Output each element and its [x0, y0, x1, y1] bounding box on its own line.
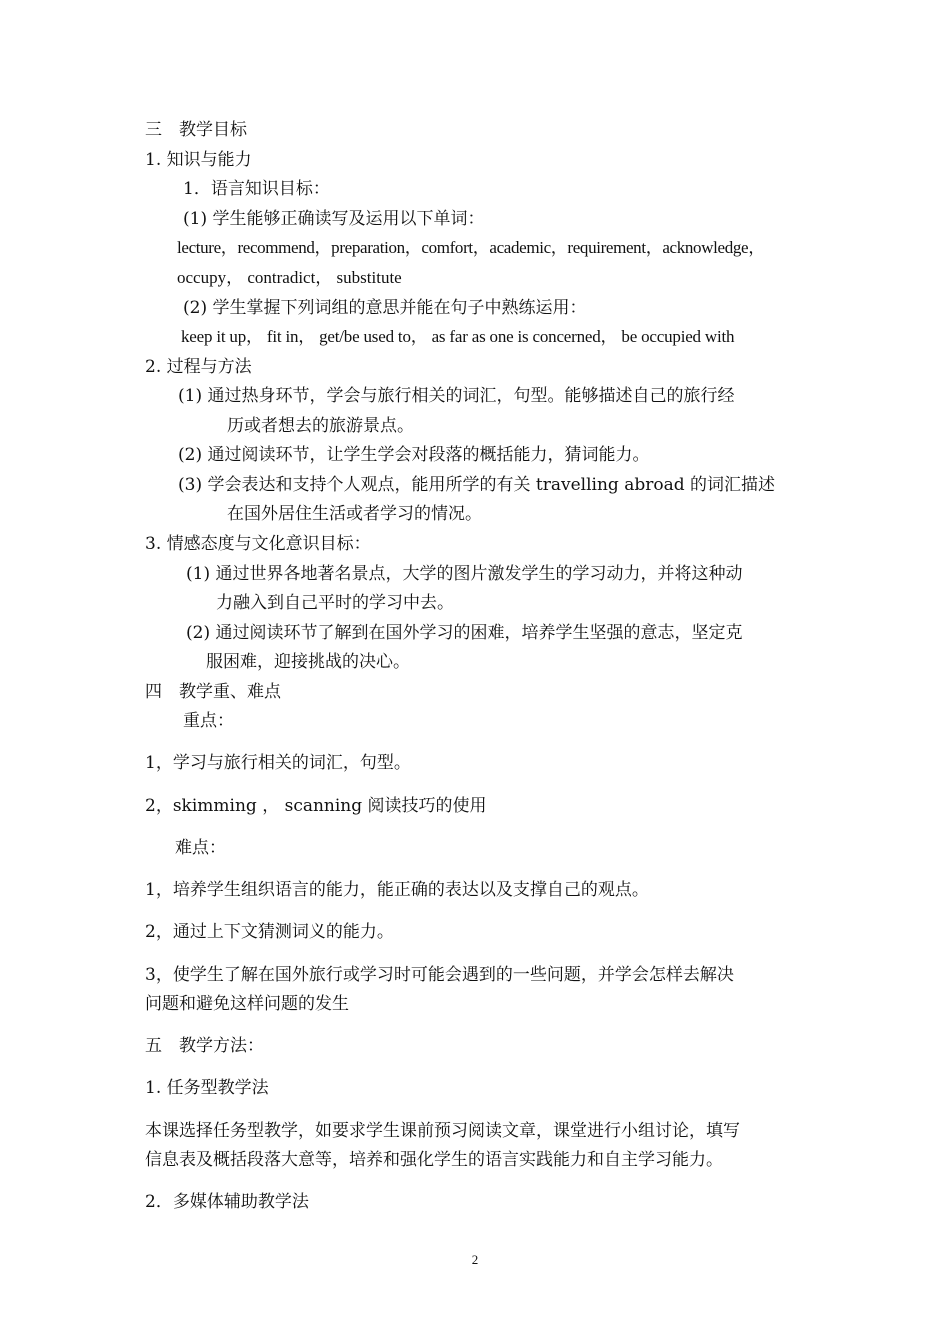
- vocab-words-line-2: occupy， contradict， substitute: [177, 268, 402, 287]
- emotion-item-1-cont: 力融入到自己平时的学习中去。: [216, 593, 454, 613]
- key-point-2: 2，skimming ， scanning 阅读技巧的使用: [145, 796, 487, 816]
- difficult-point-2: 2，通过上下文猜测词义的能力。: [145, 922, 394, 942]
- process-item-3: (3) 学会表达和支持个人观点，能用所学的有关 travelling abroad 的词汇描述: [178, 475, 775, 495]
- method-1-title: 1. 任务型教学法: [145, 1078, 269, 1098]
- method-1-desc: 本课选择任务型教学，如要求学生课前预习阅读文章，课堂进行小组讨论，填写: [145, 1121, 740, 1141]
- subsection-emotion-culture: 3. 情感态度与文化意识目标：: [145, 534, 371, 554]
- difficult-point-3-cont: 问题和避免这样问题的发生: [145, 994, 349, 1014]
- difficult-point-3: 3，使学生了解在国外旅行或学习时可能会遇到的一些问题，并学会怎样去解决: [145, 965, 734, 985]
- emotion-item-2: (2) 通过阅读环节了解到在国外学习的困难，培养学生坚强的意志，坚定克: [186, 623, 743, 643]
- phrase-list: keep it up， fit in， get/be used to， as far as one is concerned， be occupied with: [181, 327, 735, 346]
- process-item-1-cont: 历或者想去的旅游景点。: [227, 416, 414, 436]
- vocab-words-line-1: lecture，recommend，preparation，comfort，academic，requirement，acknowledge，: [177, 238, 765, 257]
- section-heading-methods: 五 教学方法：: [145, 1036, 264, 1056]
- method-1-desc-cont: 信息表及概括段落大意等，培养和强化学生的语言实践能力和自主学习能力。: [145, 1150, 723, 1170]
- difficult-point-1: 1，培养学生组织语言的能力，能正确的表达以及支撑自己的观点。: [145, 880, 649, 900]
- vocab-item-intro: (1) 学生能够正确读写及运用以下单词：: [183, 209, 485, 229]
- subsection-knowledge-ability: 1. 知识与能力: [145, 150, 252, 170]
- language-knowledge-goal: 1．语言知识目标：: [183, 179, 330, 199]
- emotion-item-1: (1) 通过世界各地著名景点，大学的图片激发学生的学习动力，并将这种动: [186, 564, 743, 584]
- process-item-1: (1) 通过热身环节，学会与旅行相关的词汇，句型。能够描述自己的旅行经: [178, 386, 735, 406]
- process-item-3-cont: 在国外居住生活或者学习的情况。: [227, 504, 482, 524]
- subsection-process-method: 2. 过程与方法: [145, 357, 252, 377]
- emotion-item-2-cont: 服困难，迎接挑战的决心。: [206, 652, 410, 672]
- difficult-points-label: 难点：: [175, 838, 226, 858]
- method-2-title: 2．多媒体辅助教学法: [145, 1192, 309, 1212]
- section-heading-objectives: 三 教学目标: [145, 120, 247, 140]
- key-points-label: 重点：: [183, 711, 234, 731]
- page-number: 2: [471, 1252, 479, 1267]
- section-heading-key-points: 四 教学重、难点: [145, 682, 281, 702]
- process-item-2: (2) 通过阅读环节，让学生学会对段落的概括能力，猜词能力。: [178, 445, 650, 465]
- key-point-1: 1，学习与旅行相关的词汇，句型。: [145, 753, 411, 773]
- phrase-item-intro: (2) 学生掌握下列词组的意思并能在句子中熟练运用：: [183, 298, 587, 318]
